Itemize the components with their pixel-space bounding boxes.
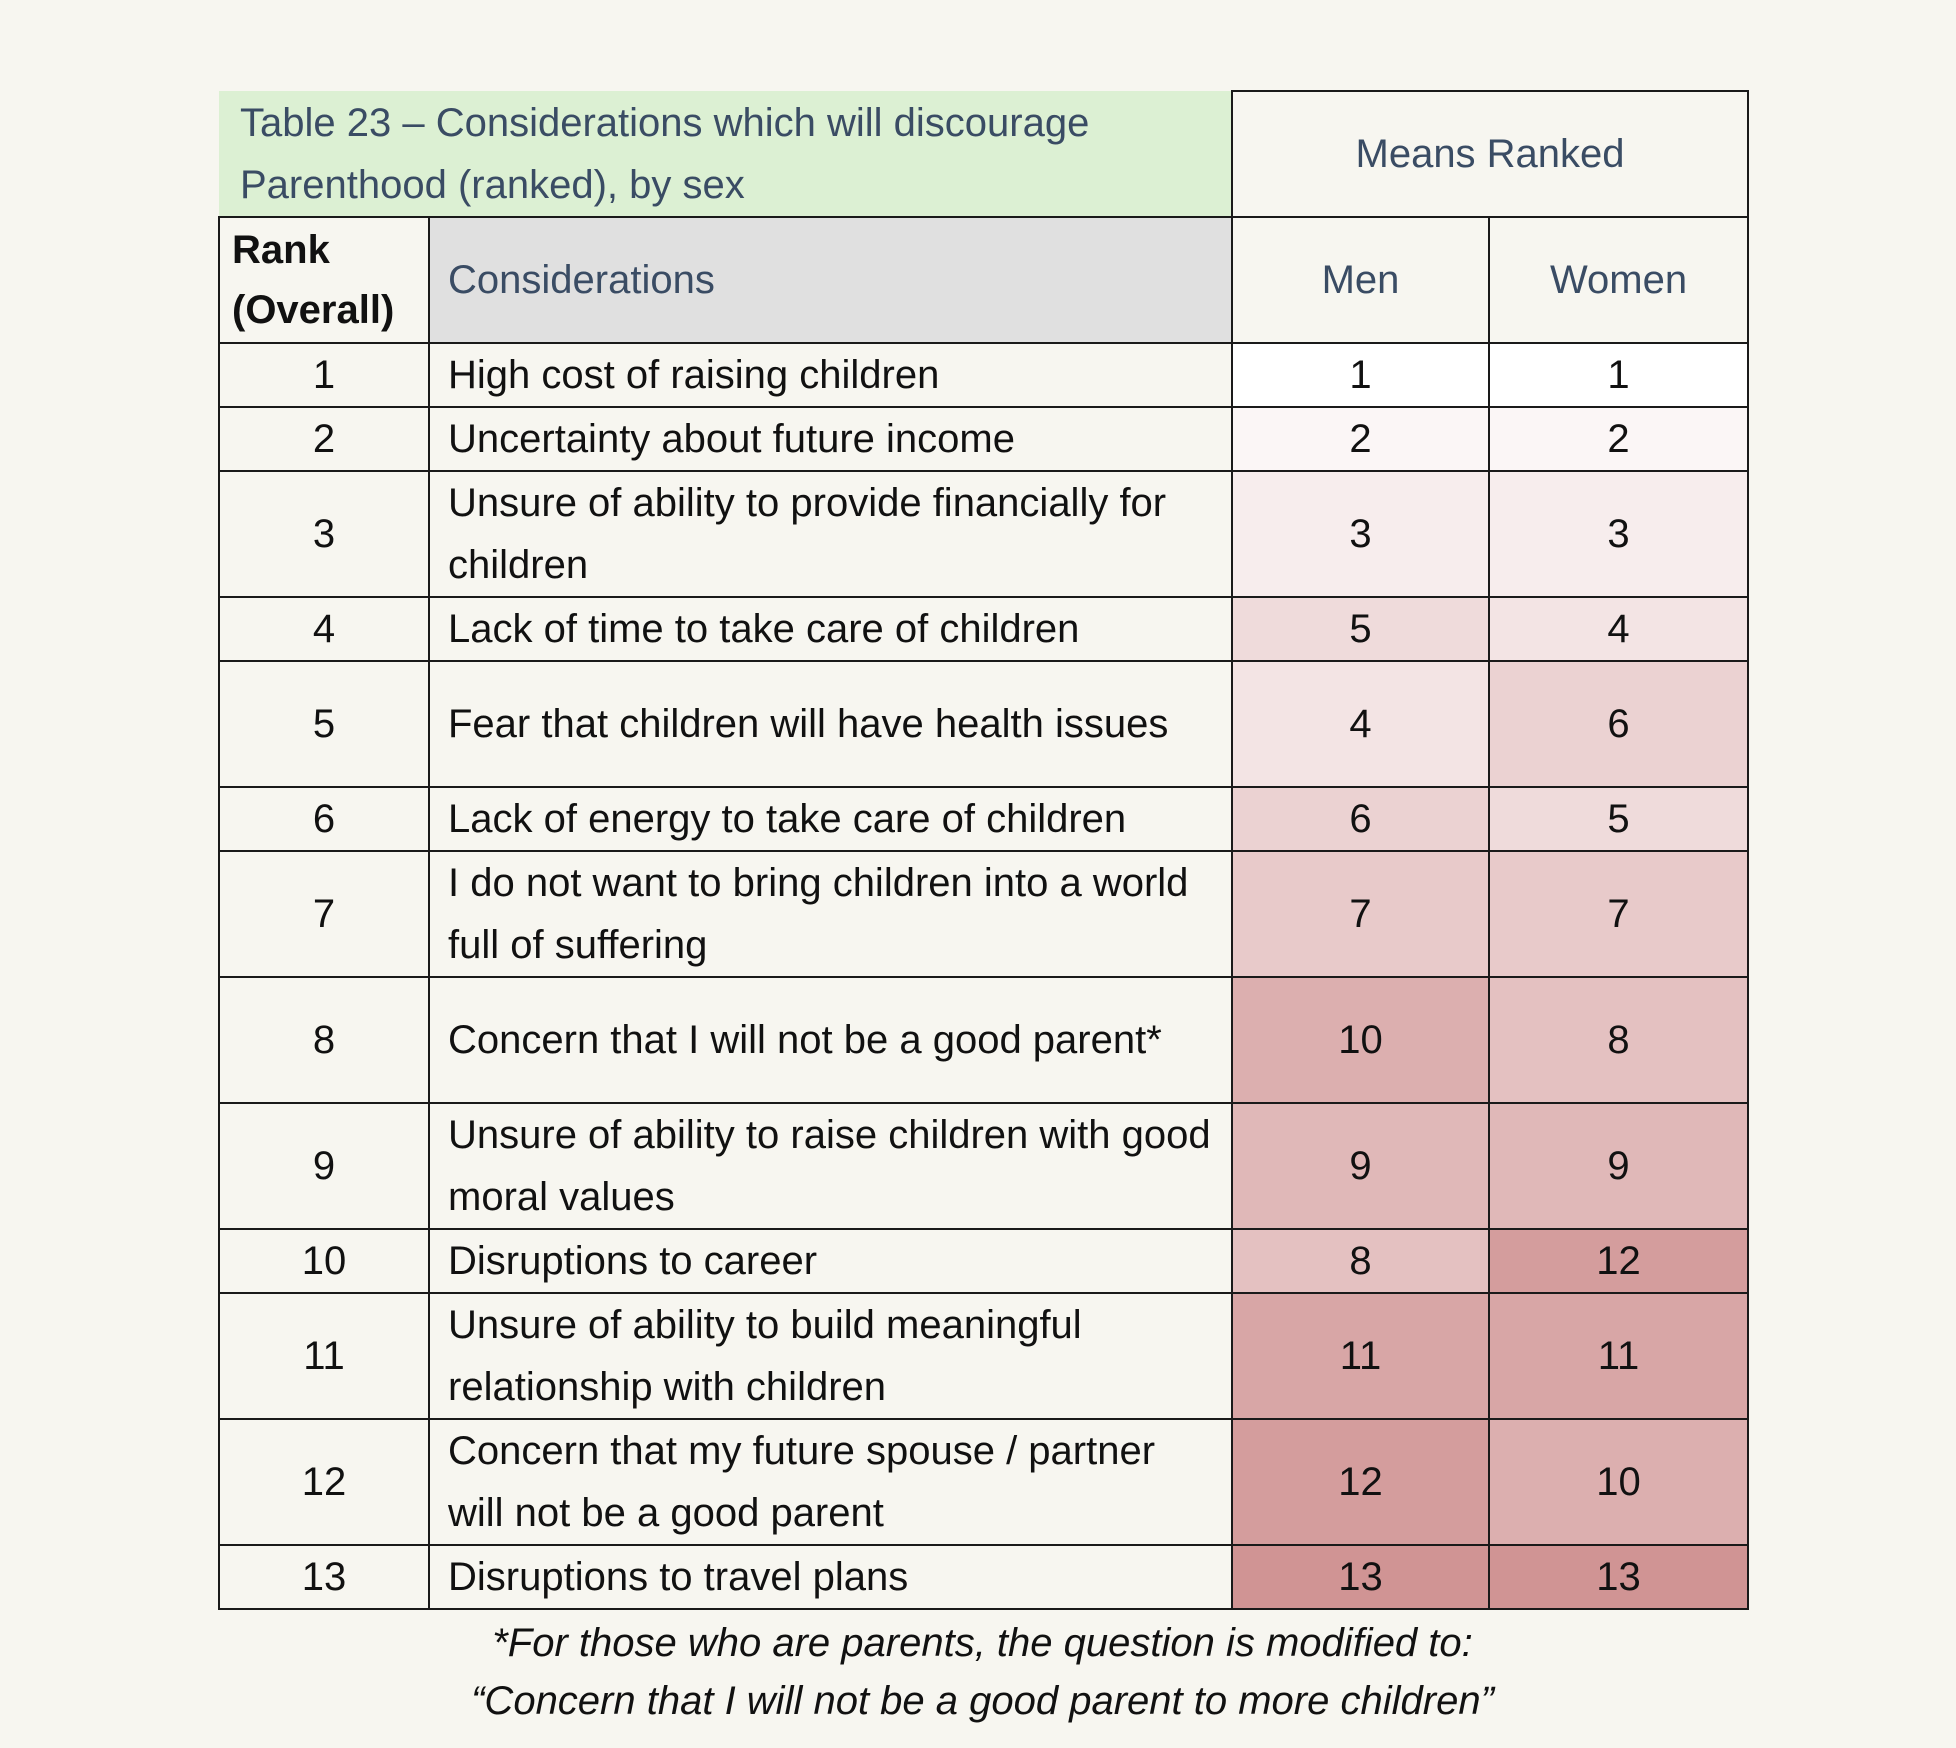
men-rank-cell: 3	[1232, 471, 1489, 597]
rank-cell: 6	[219, 787, 429, 851]
women-rank-cell: 7	[1489, 851, 1748, 977]
table-row	[219, 407, 1748, 471]
column-header-row	[219, 217, 1748, 343]
women-rank-cell: 2	[1489, 407, 1748, 471]
rank-cell: 4	[219, 597, 429, 661]
men-rank-cell: 13	[1232, 1545, 1489, 1609]
women-rank-cell: 13	[1489, 1545, 1748, 1609]
footnote	[218, 1614, 1747, 1730]
consideration-cell: Disruptions to travel plans	[429, 1545, 1232, 1609]
men-rank-cell: 1	[1232, 343, 1489, 407]
men-rank-cell: 4	[1232, 661, 1489, 787]
table-row	[219, 1545, 1748, 1609]
women-rank-cell: 6	[1489, 661, 1748, 787]
men-rank-cell: 8	[1232, 1229, 1489, 1293]
table-row	[219, 851, 1748, 977]
footnote-line-1: *For those who are parents, the question is modified to:	[492, 1621, 1473, 1665]
consideration-cell: High cost of raising children	[429, 343, 1232, 407]
men-column-header: Men	[1232, 217, 1489, 343]
consideration-cell: Disruptions to career	[429, 1229, 1232, 1293]
women-rank-cell: 5	[1489, 787, 1748, 851]
women-rank-cell: 3	[1489, 471, 1748, 597]
rank-cell: 8	[219, 977, 429, 1103]
women-rank-cell: 9	[1489, 1103, 1748, 1229]
women-rank-cell: 4	[1489, 597, 1748, 661]
consideration-cell: Concern that my future spouse / partner will not be a good parent	[429, 1419, 1232, 1545]
women-column-header: Women	[1489, 217, 1748, 343]
table-title: Table 23 – Considerations which will discourage Parenthood (ranked), by sex	[219, 91, 1232, 217]
footnote-line-2: “Concern that I will not be a good parent to more children”	[471, 1679, 1494, 1723]
table-row	[219, 1293, 1748, 1419]
rank-cell: 12	[219, 1419, 429, 1545]
women-rank-cell: 8	[1489, 977, 1748, 1103]
men-rank-cell: 11	[1232, 1293, 1489, 1419]
considerations-column-header: Considerations	[429, 217, 1232, 343]
ranked-considerations-table	[218, 90, 1749, 1610]
women-rank-cell: 12	[1489, 1229, 1748, 1293]
rank-cell: 9	[219, 1103, 429, 1229]
rank-column-header-label: Rank (Overall)	[232, 228, 395, 332]
rank-cell: 3	[219, 471, 429, 597]
rank-cell: 5	[219, 661, 429, 787]
men-rank-cell: 6	[1232, 787, 1489, 851]
women-rank-cell: 1	[1489, 343, 1748, 407]
table-row	[219, 661, 1748, 787]
table-row	[219, 1103, 1748, 1229]
rank-cell: 2	[219, 407, 429, 471]
means-ranked-header: Means Ranked	[1232, 91, 1748, 217]
consideration-cell: Unsure of ability to raise children with good moral values	[429, 1103, 1232, 1229]
rank-cell: 1	[219, 343, 429, 407]
rank-column-header	[219, 217, 429, 343]
consideration-cell: Uncertainty about future income	[429, 407, 1232, 471]
men-rank-cell: 2	[1232, 407, 1489, 471]
consideration-cell: Fear that children will have health issues	[429, 661, 1232, 787]
consideration-cell: Unsure of ability to build meaningful relationship with children	[429, 1293, 1232, 1419]
consideration-cell: Concern that I will not be a good parent*	[429, 977, 1232, 1103]
table-row	[219, 597, 1748, 661]
title-row	[219, 91, 1748, 217]
rank-cell: 7	[219, 851, 429, 977]
consideration-cell: Lack of energy to take care of children	[429, 787, 1232, 851]
consideration-cell: Unsure of ability to provide financially for children	[429, 471, 1232, 597]
table-row	[219, 343, 1748, 407]
men-rank-cell: 12	[1232, 1419, 1489, 1545]
table-row	[219, 1229, 1748, 1293]
consideration-cell: I do not want to bring children into a world full of suffering	[429, 851, 1232, 977]
women-rank-cell: 10	[1489, 1419, 1748, 1545]
consideration-cell: Lack of time to take care of children	[429, 597, 1232, 661]
women-rank-cell: 11	[1489, 1293, 1748, 1419]
rank-cell: 13	[219, 1545, 429, 1609]
table-row	[219, 1419, 1748, 1545]
men-rank-cell: 9	[1232, 1103, 1489, 1229]
table-row	[219, 977, 1748, 1103]
table-row	[219, 787, 1748, 851]
men-rank-cell: 10	[1232, 977, 1489, 1103]
table-row	[219, 471, 1748, 597]
men-rank-cell: 7	[1232, 851, 1489, 977]
rank-cell: 10	[219, 1229, 429, 1293]
men-rank-cell: 5	[1232, 597, 1489, 661]
rank-cell: 11	[219, 1293, 429, 1419]
